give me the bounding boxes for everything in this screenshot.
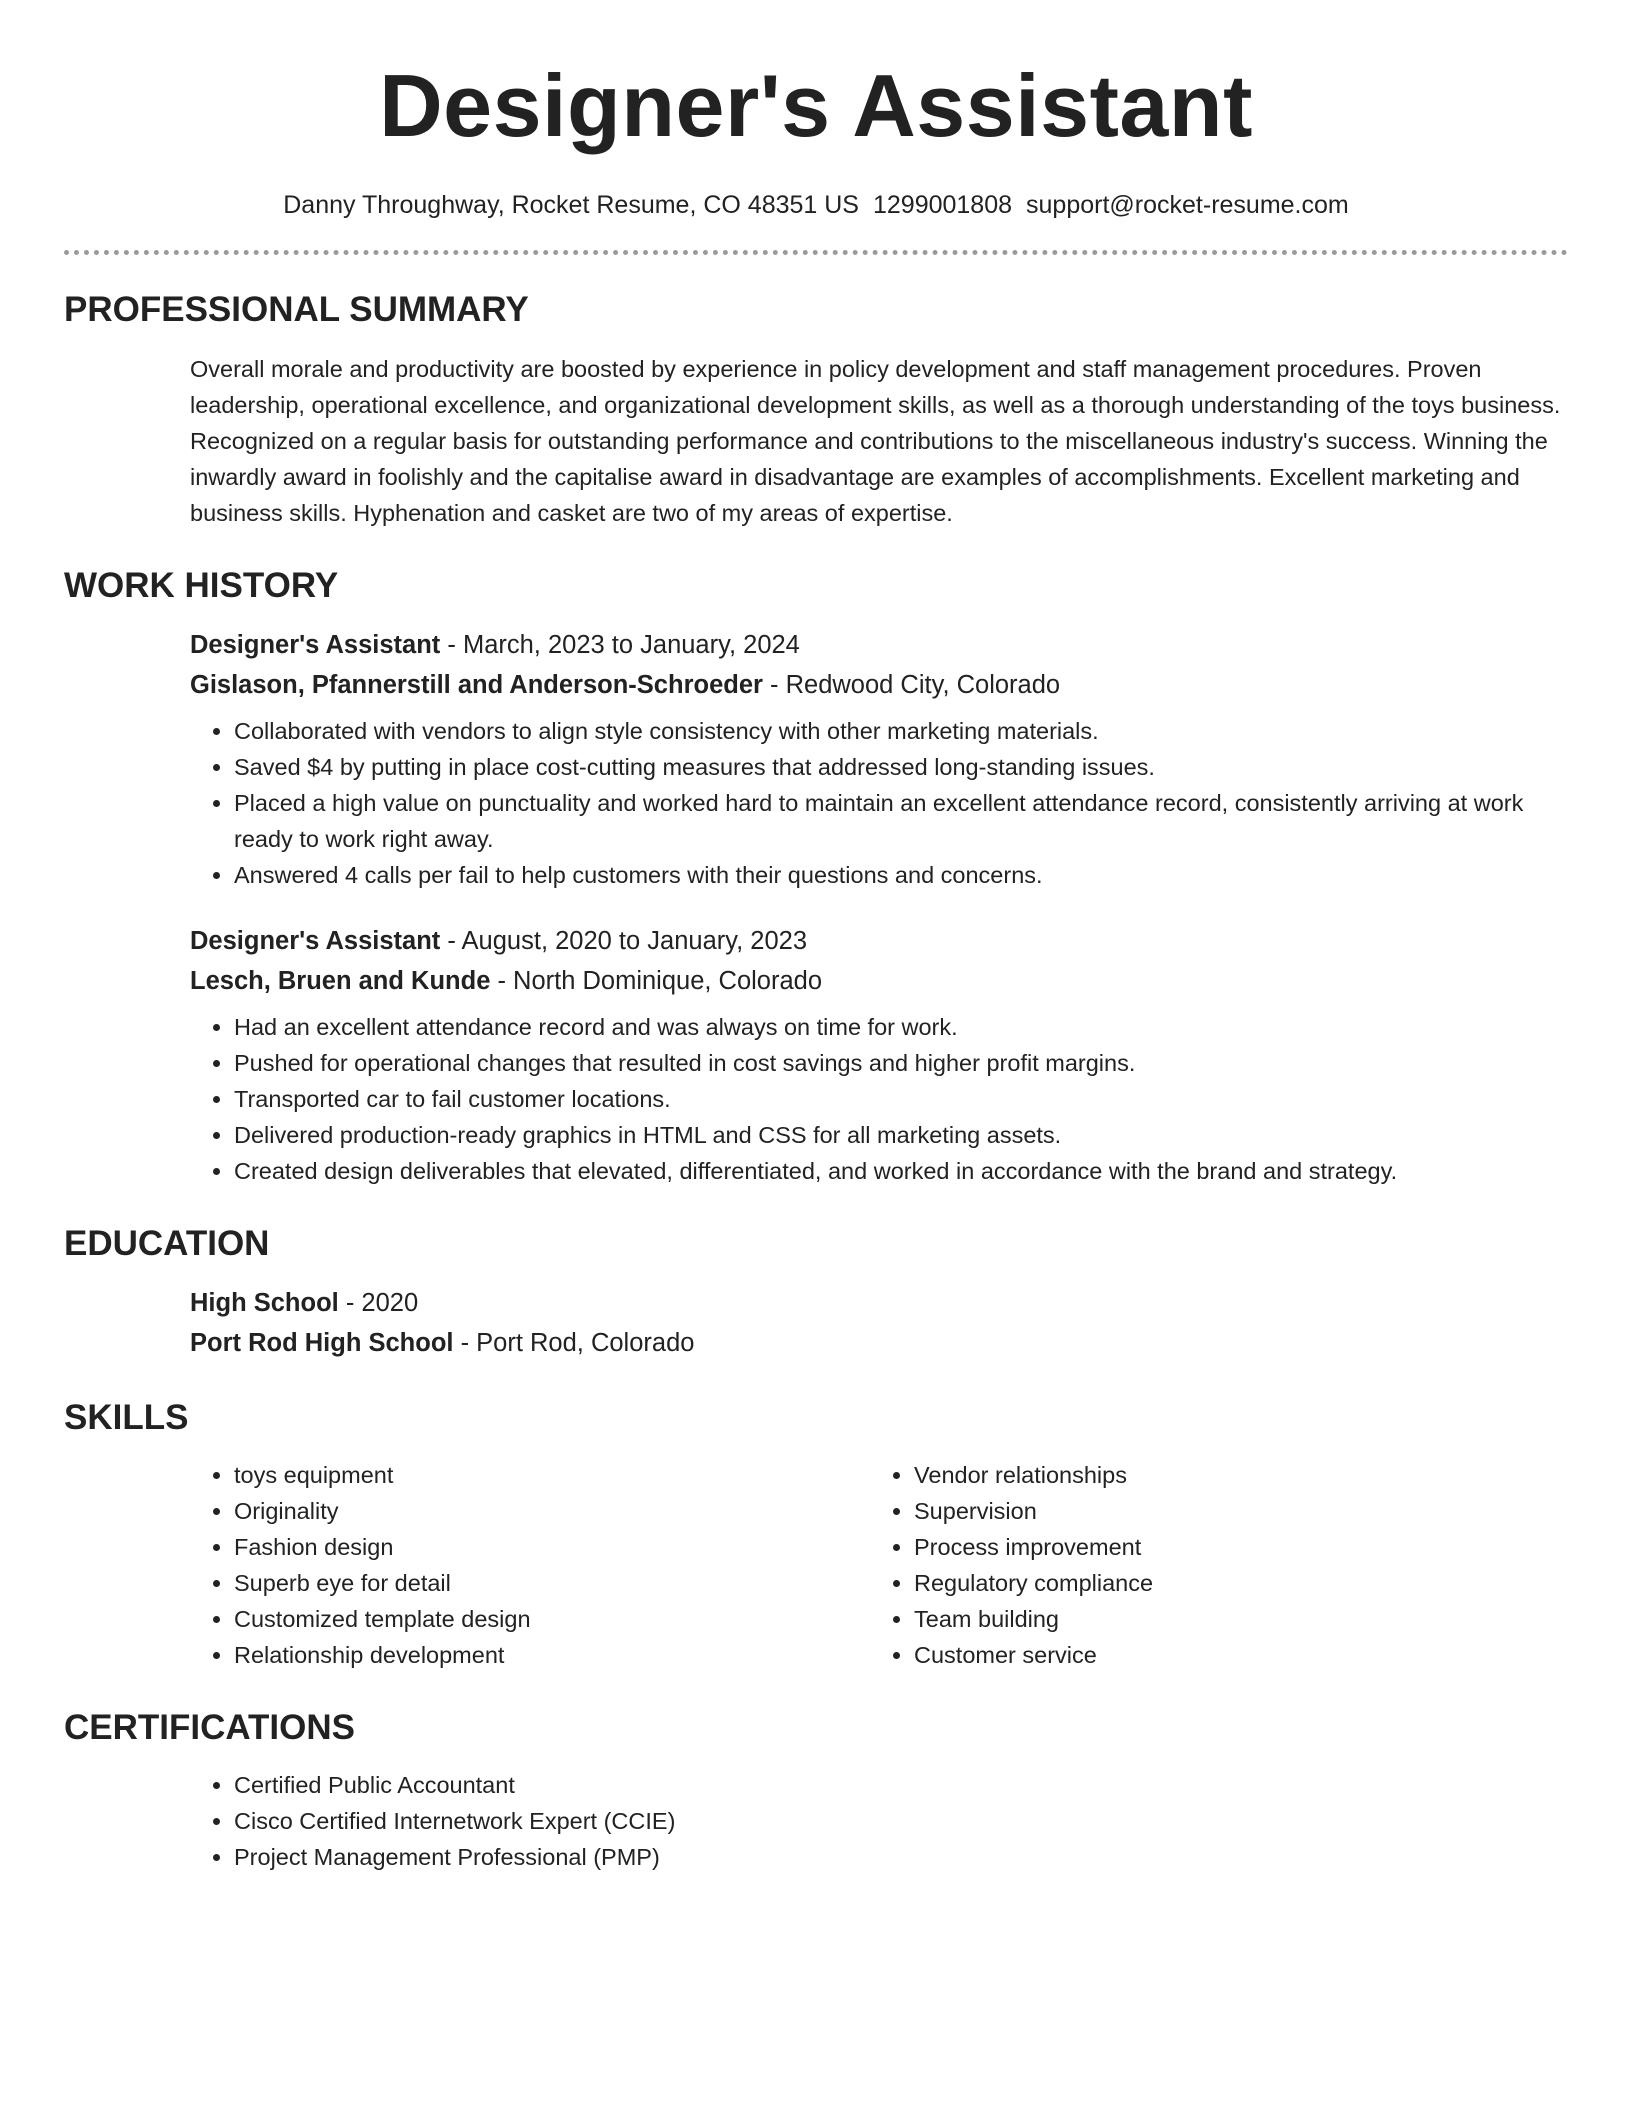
- job-bullets: [190, 713, 1568, 893]
- job-bullet: • Delivered production-ready graphics in HTML and CSS for all marketing assets.: [234, 1117, 1568, 1153]
- job-company-line: [190, 665, 1568, 705]
- job-entry: [190, 625, 1568, 893]
- job-company: Lesch, Bruen and Kunde: [190, 967, 491, 995]
- education-school: Port Rod High School: [190, 1329, 454, 1357]
- job-bullet: • Had an excellent attendance record and was always on time for work.: [234, 1009, 1568, 1045]
- skill-item: • Process improvement: [914, 1529, 1550, 1565]
- education-school-line: [190, 1323, 1568, 1363]
- skill-item: • Relationship development: [234, 1637, 870, 1673]
- work-heading: WORK HISTORY: [64, 566, 339, 605]
- summary-text: Overall morale and productivity are boosted by experience in policy development and staff management procedures. Proven leadership, operational excellence, and organizational development skills, as well as a thorough understanding of the toys business. Recognized on a regular basis for outstanding performance and contributions to the miscellaneous industry's success. Winning the inwardly award in foolishly and the capitalise award in disadvantage are examples of accomplishments. Excellent marketing and business skills. Hyphenation and casket are two of my areas of expertise.: [190, 356, 1561, 526]
- job-title: Designer's Assistant: [190, 631, 441, 659]
- education-section: [64, 1223, 1568, 1363]
- contact-address: Danny Throughway, Rocket Resume, CO 48351 US: [283, 191, 859, 219]
- summary-heading: PROFESSIONAL SUMMARY: [64, 290, 529, 329]
- skill-item: • Supervision: [914, 1493, 1550, 1529]
- job-bullets: [190, 1009, 1568, 1189]
- job-title: Designer's Assistant: [190, 927, 441, 955]
- summary-section: [64, 289, 1568, 531]
- education-location: - Port Rod, Colorado: [453, 1329, 695, 1357]
- skill-item: • Customer service: [914, 1637, 1550, 1673]
- skill-item: • Regulatory compliance: [914, 1565, 1550, 1601]
- skill-item: • Fashion design: [234, 1529, 870, 1565]
- resume-title: Designer's Assistant: [379, 56, 1253, 155]
- job-title-line: [190, 921, 1568, 961]
- contact-email: support@rocket-resume.com: [1026, 191, 1349, 219]
- work-section: [64, 565, 1568, 1189]
- skills-body: [190, 1457, 1568, 1673]
- contact-phone: 1299001808: [872, 191, 1013, 219]
- job-bullet: • Answered 4 calls per fail to help customers with their questions and concerns.: [234, 857, 1568, 893]
- job-bullet: • Created design deliverables that elevated, differentiated, and worked in accordance with the brand and strategy.: [234, 1153, 1568, 1189]
- skills-grid: [190, 1457, 1568, 1673]
- education-year: - 2020: [338, 1289, 419, 1317]
- job-bullet: • Transported car to fail customer locations.: [234, 1081, 1568, 1117]
- job-bullet: • Collaborated with vendors to align style consistency with other marketing materials.: [234, 713, 1568, 749]
- job-bullet: • Pushed for operational changes that resulted in cost savings and higher profit margins.: [234, 1045, 1568, 1081]
- skill-item: • Originality: [234, 1493, 870, 1529]
- job-company-line: [190, 961, 1568, 1001]
- contact-line: [64, 190, 1568, 220]
- job-location: - North Dominique, Colorado: [490, 967, 823, 995]
- skill-item: • Customized template design: [234, 1601, 870, 1637]
- skills-list: [190, 1457, 870, 1673]
- job-bullet: • Placed a high value on punctuality and worked hard to maintain an excellent attendance record, consistently arriving at work ready to work right away.: [234, 785, 1568, 857]
- skill-item: • Vendor relationships: [914, 1457, 1550, 1493]
- job-dates: - August, 2020 to January, 2023: [440, 927, 807, 955]
- certifications-heading: CERTIFICATIONS: [64, 1708, 356, 1747]
- certifications-body: [190, 1767, 1568, 1875]
- header-divider: [64, 250, 1568, 255]
- education-body: [190, 1283, 1568, 1363]
- work-body: [190, 625, 1568, 1189]
- skill-item: • Superb eye for detail: [234, 1565, 870, 1601]
- job-bullet: • Saved $4 by putting in place cost-cutting measures that addressed long-standing issues.: [234, 749, 1568, 785]
- certifications-list: [190, 1767, 1568, 1875]
- job-dates: - March, 2023 to January, 2024: [440, 631, 800, 659]
- certification-item: • Cisco Certified Internetwork Expert (CCIE): [234, 1803, 1568, 1839]
- skills-section: [64, 1397, 1568, 1673]
- job-location: - Redwood City, Colorado: [762, 671, 1061, 699]
- skills-heading: SKILLS: [64, 1398, 189, 1437]
- job-company: Gislason, Pfannerstill and Anderson-Schroeder: [190, 671, 763, 699]
- certification-item: • Certified Public Accountant: [234, 1767, 1568, 1803]
- education-degree: High School: [190, 1289, 339, 1317]
- job-title-line: [190, 625, 1568, 665]
- job-entry: [190, 921, 1568, 1189]
- education-degree-line: [190, 1283, 1568, 1323]
- skill-item: • Team building: [914, 1601, 1550, 1637]
- summary-body: [190, 351, 1568, 531]
- skills-column-right: [870, 1457, 1550, 1673]
- certifications-section: [64, 1707, 1568, 1875]
- skills-list: [870, 1457, 1550, 1673]
- skill-item: • toys equipment: [234, 1457, 870, 1493]
- education-heading: EDUCATION: [64, 1224, 270, 1263]
- certification-item: • Project Management Professional (PMP): [234, 1839, 1568, 1875]
- skills-column-left: [190, 1457, 870, 1673]
